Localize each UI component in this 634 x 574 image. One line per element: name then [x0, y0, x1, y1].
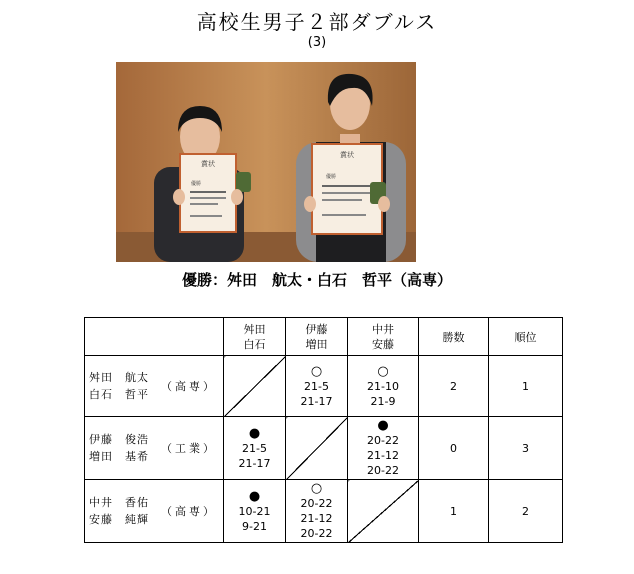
header-corner	[85, 318, 224, 356]
certificate-left-heading: 賞状	[201, 160, 215, 168]
self-match-cell	[348, 480, 419, 543]
match-result-cell: ○ 20-22 21-12 20-22	[286, 480, 348, 543]
row-team-name: 舛田 航太 白石 哲平 （高専）	[85, 356, 224, 417]
certificate-left	[180, 154, 236, 232]
winners-photo-illustration	[116, 62, 416, 262]
wins-cell: 1	[419, 480, 489, 543]
match-result-cell: ● 20-22 21-12 20-22	[348, 417, 419, 480]
rank-cell: 2	[489, 480, 563, 543]
rank-cell: 1	[489, 356, 563, 417]
win-mark: ○	[310, 481, 323, 496]
self-match-cell	[224, 356, 286, 417]
results-table	[84, 317, 563, 543]
school-label: （高専）	[161, 380, 217, 393]
certificate-right-award: 優勝	[325, 174, 337, 180]
col-header-team-3: 中井 安藤	[348, 318, 419, 356]
row-team-name: 中井 香佑 安藤 純輝 （高専）	[85, 480, 224, 543]
loss-mark: ●	[248, 425, 261, 441]
school-label: （高専）	[161, 505, 217, 518]
col-header-rank: 順位	[489, 318, 563, 356]
self-match-cell	[286, 417, 348, 480]
table-row	[85, 480, 563, 543]
match-result-cell: ● 10-21 9-21	[224, 480, 286, 543]
winners-photo	[116, 62, 416, 262]
table-row	[85, 417, 563, 480]
col-header-wins: 勝数	[419, 318, 489, 356]
col-header-team-1: 舛田 白石	[224, 318, 286, 356]
winner-caption: 優勝：舛田 航太・白石 哲平（高専）	[181, 271, 452, 289]
certificate-left-award: 優勝	[190, 181, 202, 187]
loss-mark: ●	[377, 418, 389, 433]
win-mark: ○	[377, 363, 389, 379]
loss-mark: ●	[248, 488, 261, 504]
table-row	[85, 356, 563, 417]
certificate-right-heading: 賞状	[340, 151, 354, 159]
win-mark: ○	[310, 363, 323, 379]
page-subtitle: (3)	[307, 35, 327, 50]
match-result-cell: ○ 21-10 21-9	[348, 356, 419, 417]
match-result-cell: ○ 21-5 21-17	[286, 356, 348, 417]
table-header-row	[85, 318, 563, 356]
wins-cell: 0	[419, 417, 489, 480]
wins-cell: 2	[419, 356, 489, 417]
col-header-team-2: 伊藤 増田	[286, 318, 348, 356]
school-label: （工業）	[161, 442, 217, 455]
page-title: 高校生男子２部ダブルス	[196, 10, 438, 34]
match-result-cell: ● 21-5 21-17	[224, 417, 286, 480]
rank-cell: 3	[489, 417, 563, 480]
row-team-name: 伊藤 俊浩 増田 基希 （工業）	[85, 417, 224, 480]
